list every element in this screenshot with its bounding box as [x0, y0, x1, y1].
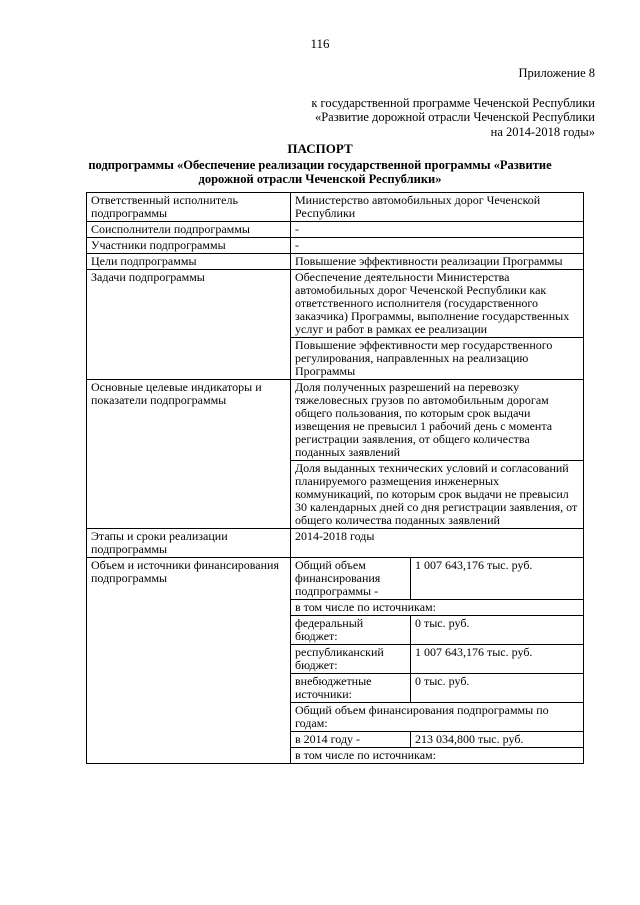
row-label: Цели подпрограммы [87, 254, 291, 270]
row-label: Основные целевые индикаторы и показатели подпрограммы [87, 380, 291, 529]
row-value: Обеспечение деятельности Министерства автомобильных дорог Чеченской Республики как ответственного исполнителя (государственного заказчика) Программы, выполнение государственных услуг и работ в рамках ее реализации [291, 270, 584, 338]
table-row [87, 529, 584, 558]
document-subtitle: подпрограммы «Обеспечение реализации государственной программы «Развитие дорожной отрасли Чеченской Республики» [88, 158, 552, 186]
row-value: - [291, 238, 584, 254]
row-label: Участники подпрограммы [87, 238, 291, 254]
financing-total-value: 1 007 643,176 тыс. руб. [411, 558, 584, 600]
table-row [87, 380, 584, 461]
row-label: Этапы и сроки реализации подпрограммы [87, 529, 291, 558]
row-value: 2014-2018 годы [291, 529, 584, 558]
appendix-label: Приложение 8 [518, 66, 595, 80]
row-value: Повышение эффективности реализации Программы [291, 254, 584, 270]
table-row [291, 616, 583, 645]
table-row [87, 222, 584, 238]
extra-budget-label: внебюджетные источники: [291, 674, 411, 703]
row-value: Доля выданных технических условий и согласований планируемого размещения инженерных коммуникаций, по которым срок выдачи не превысил 30 календарных дней со дня регистрации заявления, от общего количества поданных заявлений [291, 461, 584, 529]
table-row [291, 703, 583, 732]
federal-budget-value: 0 тыс. руб. [411, 616, 584, 645]
table-row [291, 748, 583, 764]
row-label: Объем и источники финансирования подпрограммы [87, 558, 291, 764]
financing-by-sources: в том числе по источникам: [291, 600, 583, 616]
republic-budget-label: республиканский бюджет: [291, 645, 411, 674]
year-2014-value: 213 034,800 тыс. руб. [411, 732, 584, 748]
appendix-header [311, 66, 595, 139]
appendix-line-3: на 2014-2018 годы» [490, 124, 595, 139]
row-label: Соисполнители подпрограммы [87, 222, 291, 238]
row-value: Повышение эффективности мер государственного регулирования, направленных на реализацию Программы [291, 338, 584, 380]
row-label: Задачи подпрограммы [87, 270, 291, 380]
appendix-line-2: «Развитие дорожной отрасли Чеченской Республики [314, 110, 595, 124]
financing-by-years: Общий объем финансирования подпрограммы по годам: [291, 703, 583, 732]
row-value: Доля полученных разрешений на перевозку тяжеловесных грузов по автомобильным дорогам общего пользования, по которым срок выдачи извещения не превысил 1 рабочий день с момента регистрации заявления, от общего количества поданных заявлений [291, 380, 584, 461]
table-row [291, 674, 583, 703]
financing-cell [291, 558, 584, 764]
financing-table [291, 558, 583, 763]
table-row [291, 732, 583, 748]
table-row [291, 645, 583, 674]
table-row [87, 270, 584, 338]
row-label: Ответственный исполнитель подпрограммы [87, 193, 291, 222]
extra-budget-value: 0 тыс. руб. [411, 674, 584, 703]
row-value: Министерство автомобильных дорог Чеченской Республики [291, 193, 584, 222]
table-row [291, 558, 583, 600]
republic-budget-value: 1 007 643,176 тыс. руб. [411, 645, 584, 674]
financing-by-sources-2: в том числе по источникам: [295, 748, 436, 762]
year-2014-label: в 2014 году - [291, 732, 411, 748]
federal-budget-label: федеральный бюджет: [291, 616, 411, 645]
table-row [87, 254, 584, 270]
page-number: 116 [310, 36, 330, 51]
table-row [87, 193, 584, 222]
appendix-line-1: к государственной программе Чеченской Республики [311, 95, 595, 110]
passport-table [86, 192, 584, 764]
table-row [87, 238, 584, 254]
row-value: - [291, 222, 584, 238]
table-row [291, 600, 583, 616]
financing-total-label: Общий объем финансирования подпрограммы - [291, 558, 411, 600]
document-title: ПАСПОРТ [287, 141, 353, 156]
table-row [87, 558, 584, 764]
